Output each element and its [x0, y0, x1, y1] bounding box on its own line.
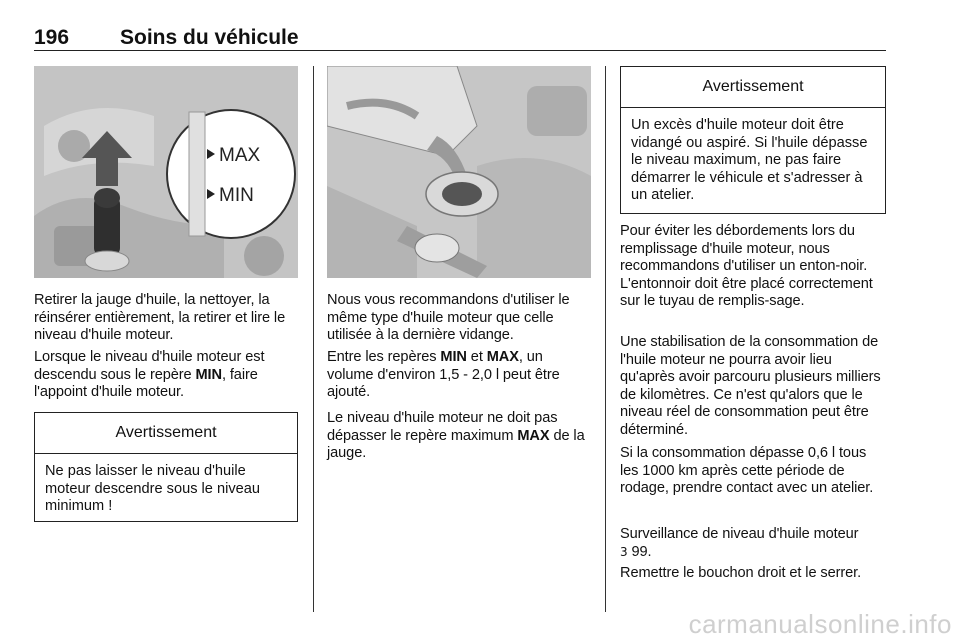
col3-paragraph-2: Une stabilisation de la consommation de l'huile moteur ne pourra avoir lieu qu'après avoir parcouru plusieurs milliers de kilomètres. Ce n'est qu'alors que le niveau réel de consommation peut être déterminé. [620, 334, 881, 438]
column-divider-2 [605, 66, 606, 612]
col2-paragraph-3: Le niveau d'huile moteur ne doit pas dépasser le repère maximum MAX de la jauge. [327, 410, 585, 461]
col1-paragraph-1: Retirer la jauge d'huile, la nettoyer, la réinsérer entièrement, la retirer et lire le niveau d'huile moteur. [34, 292, 286, 343]
max-mark-label: MAX [219, 145, 261, 166]
warning-title: Avertissement [621, 67, 885, 108]
dipstick-illustration [34, 66, 298, 278]
warning-title: Avertissement [35, 413, 297, 454]
page-title: Soins du véhicule [120, 26, 299, 49]
page-number: 196 [34, 26, 70, 49]
page-ref-link[interactable]: 99. [627, 543, 652, 560]
col2-paragraph-2: Entre les repères MIN et MAX, un volume d'environ 1,5 - 2,0 l peut être ajouté. [327, 349, 560, 400]
warning-text: Ne pas laisser le niveau d'huile moteur descendre sous le niveau minimum ! [45, 463, 260, 514]
warning-text: Un excès d'huile moteur doit être vidangé ou aspiré. Si l'huile dépasse le niveau maximum, ne pas faire démarrer le véhicule et s'adresser à un atelier. [631, 117, 868, 203]
min-mark-label: MIN [219, 185, 254, 206]
warning-box-1 [34, 412, 298, 522]
warning-box-2 [620, 66, 886, 214]
watermark: carmanualsonline.info [688, 609, 952, 639]
page-header [34, 26, 886, 50]
col1-paragraph-2: Lorsque le niveau d'huile moteur est descendu sous le repère MIN, faire l'appoint d'huile moteur. [34, 349, 265, 400]
col3-paragraph-1: Pour éviter les débordements lors du remplissage d'huile moteur, nous recommandons d'utiliser un enton-noir. L'entonnoir doit être placé correctement sur le tuyau de remplis-sage. [620, 223, 873, 309]
header-rule [34, 50, 886, 51]
col3-paragraph-3: Si la consommation dépasse 0,6 l tous les 1000 km après cette période de rodage, prendre contact avec un atelier. [620, 445, 874, 496]
col3-paragraph-4: Surveillance de niveau d'huile moteur 3 99. [620, 526, 859, 560]
column-divider-1 [313, 66, 314, 612]
col2-paragraph-1: Nous vous recommandons d'utiliser le même type d'huile moteur que celle utilisée à la dernière vidange. [327, 292, 570, 343]
page-ref-icon: 3 [620, 544, 628, 559]
oil-filling-illustration [327, 66, 591, 278]
col3-paragraph-5: Remettre le bouchon droit et le serrer. [620, 565, 862, 581]
